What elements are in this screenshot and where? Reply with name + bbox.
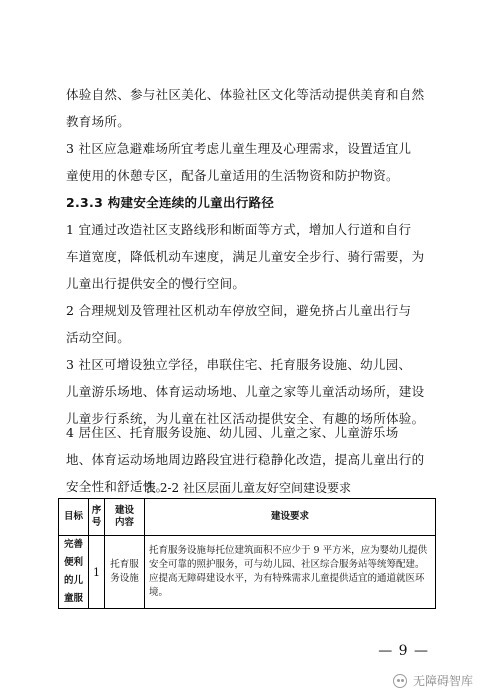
requirement-line: 境。 (149, 587, 169, 598)
watermark (393, 672, 473, 689)
table-header-number-line: 序 (91, 505, 102, 516)
table-row (59, 536, 436, 609)
goal-line: 完善 (63, 539, 83, 550)
table-caption: 表 2-2 社区层面儿童友好空间建设要求 (144, 481, 351, 495)
page-number: — 9 — (378, 643, 429, 659)
table-cell-goal (59, 536, 89, 609)
paragraph-line: 活动空间。 (66, 330, 131, 345)
community-space-requirements-table (58, 498, 436, 609)
table-header-requirement: 建设要求 (145, 499, 436, 536)
paragraph-line: 教育场所。 (66, 114, 131, 129)
table-header-row (59, 499, 436, 536)
requirement-line: 应提高无障碍建设水平，为有特殊需求儿童提供适宜的通道就医环 (149, 573, 425, 584)
wechat-icon (393, 674, 407, 688)
paragraph-line: 儿童出行提供安全的慢行空间。 (66, 276, 246, 291)
requirement-line: 托育服务设施每托位建筑面积不应少于 9 平方米，应为婴幼儿提供 (149, 545, 428, 556)
watermark-text: 无障碍智库 (412, 674, 473, 688)
table-cell-requirement (145, 536, 436, 609)
table-header-number (89, 499, 105, 536)
table-cell-number: 1 (89, 536, 105, 609)
paragraph-intro (66, 81, 432, 135)
table-header-goal: 目标 (59, 499, 89, 536)
paragraph-line: 2 合理规划及管理社区机动车停放空间，避免挤占儿童出行与 (66, 303, 412, 318)
paragraph-line: 4 居住区、托育服务设施、幼儿园、儿童之家、儿童游乐场 (66, 425, 399, 440)
section-heading: 2.3.3 构建安全连续的儿童出行路径 (66, 195, 275, 210)
goal-line: 的儿 (63, 575, 83, 586)
table-cell-content (105, 536, 145, 609)
paragraph-line: 安全性和舒适性。 (66, 479, 169, 494)
paragraph-line: 体验自然、参与社区美化、体验社区文化等活动提供美育和自然 (66, 87, 425, 102)
paragraph-emergency-shelter (66, 135, 432, 189)
goal-line: 童服 (63, 593, 83, 604)
paragraph-line: 儿童步行系统，为儿童在社区活动提供安全、有趣的场所体验。 (66, 411, 425, 426)
paragraph-line: 1 宜通过改造社区支路线形和断面等方式，增加人行道和自行 (66, 222, 412, 237)
paragraph-road-improvement (66, 216, 432, 297)
paragraph-line: 车道宽度，降低机动车速度，满足儿童安全步行、骑行需要，为 (66, 249, 425, 264)
goal-line: 便利 (63, 557, 83, 568)
table-header-content-line: 建设 (114, 505, 134, 516)
paragraph-parking-management (66, 297, 432, 351)
table-header-content-line: 内容 (114, 517, 134, 528)
content-line: 托育服 (110, 559, 139, 570)
table-header-number-line: 号 (91, 517, 102, 528)
paragraph-line: 3 社区应急避难场所宜考虑儿童生理及心理需求，设置适宜儿 (66, 141, 412, 156)
paragraph-line: 地、体育运动场地周边路段宜进行稳静化改造，提高儿童出行的 (66, 452, 425, 467)
table-header-content (105, 499, 145, 536)
paragraph-line: 童使用的休憩专区，配备儿童适用的生活物资和防护物资。 (66, 168, 399, 183)
paragraph-line: 3 社区可增设独立学径，串联住宅、托育服务设施、幼儿园、 (66, 357, 412, 372)
requirement-line: 安全可靠的照护服务，可与幼儿园、社区综合服务站等统筹配建。 (149, 559, 425, 570)
paragraph-line: 儿童游乐场地、体育运动场地、儿童之家等儿童活动场所，建设 (66, 384, 425, 399)
content-line: 务设施 (110, 573, 139, 584)
